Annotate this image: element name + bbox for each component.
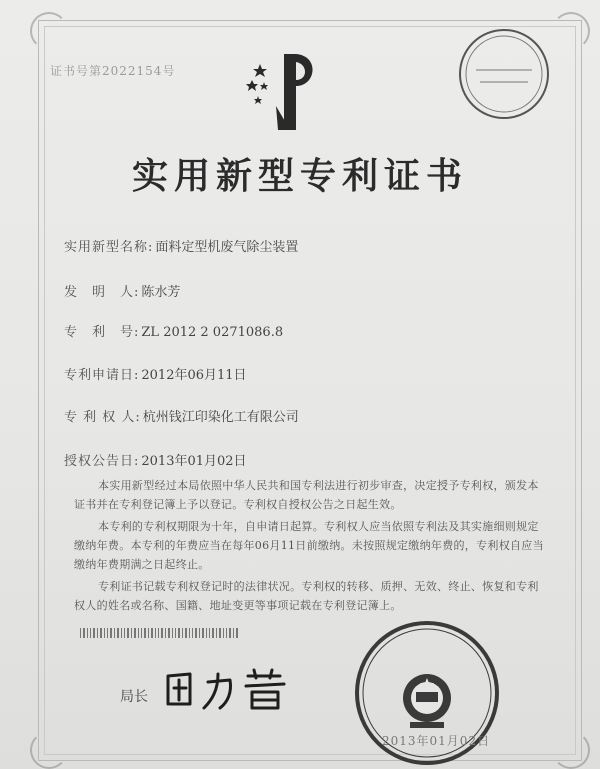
- field-value: 面料定型机废气除尘装置: [155, 240, 299, 255]
- patent-office-emblem: [238, 46, 338, 136]
- field-label: 专利申请日:: [64, 368, 140, 383]
- field-label: 授权公告日:: [64, 454, 140, 469]
- field-utility-model-name: [64, 236, 298, 255]
- copy-certification-stamp: [456, 26, 552, 122]
- field-label: 发 明 人:: [64, 285, 140, 300]
- corner-ornament-top-right: [552, 12, 590, 50]
- field-value: 杭州钱江印染化工有限公司: [142, 410, 299, 425]
- certificate-number: 证书号第2022154号: [50, 64, 176, 78]
- field-patent-number: [64, 321, 283, 340]
- field-label: 专 利 号:: [64, 325, 140, 340]
- field-label: 实用新型名称:: [64, 240, 154, 255]
- field-grant-date: [64, 450, 247, 469]
- field-value: 2013年01月02日: [141, 454, 247, 469]
- corner-ornament-top-left: [30, 12, 68, 50]
- corner-ornament-bottom-left: [30, 731, 68, 769]
- issue-date: 2013年01月02日: [382, 734, 491, 748]
- certificate-body: [74, 476, 544, 618]
- body-paragraph: 本专利的专利权期限为十年，自申请日起算。专利权人应当依照专利法及其实施细则规定缴纳年费。本专利的年费应当在每年06月11日前缴纳。未按照规定缴纳年费的，专利权自应当缴纳年费期满之日起终止。: [74, 520, 544, 571]
- barcode: [80, 628, 240, 638]
- field-inventor: [64, 281, 180, 300]
- director-label: 局长: [120, 689, 148, 705]
- body-paragraph: 专利证书记载专利权登记时的法律状况。专利权的转移、质押、无效、终止、恢复和专利权人的姓名或名称、国籍、地址变更等事项记载在专利登记簿上。: [74, 580, 539, 612]
- field-value: ZL 2012 2 0271086.8: [141, 325, 284, 340]
- field-label: 专 利 权 人:: [64, 410, 141, 425]
- corner-ornament-bottom-right: [552, 731, 590, 769]
- certificate-title: 实用新型专利证书: [131, 155, 468, 197]
- director-signature: [160, 664, 300, 714]
- field-value: 陈水芳: [141, 285, 181, 300]
- body-paragraph: 本实用新型经过本局依照中华人民共和国专利法进行初步审查，决定授予专利权，颁发本证书并在专利登记簿上予以登记。专利权自授权公告之日起生效。: [74, 479, 539, 511]
- field-filing-date: [64, 364, 247, 383]
- field-patentee: [64, 406, 299, 425]
- field-value: 2012年06月11日: [141, 368, 247, 383]
